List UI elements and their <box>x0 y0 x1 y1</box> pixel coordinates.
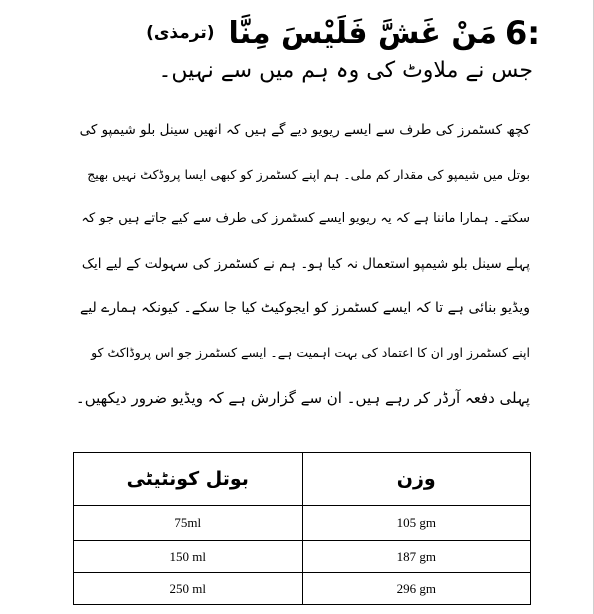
paragraph-line: پہلے سینل بلو شیمپو استعمال نہ کیا ہو۔ ہم نے کسٹمرز کی سہولت کے لیے ایک <box>81 255 530 272</box>
paragraph-line: کچھ کسٹمرز کی طرف سے ایسے ریویو دیے گے ہیں کہ انھیں سینل بلو شیمپو کی <box>79 122 530 138</box>
hadith-number: 6: <box>504 14 540 52</box>
column-header-bottle-quantity: بوتل کونٹیٹی <box>74 453 303 506</box>
table-cell: 250 ml <box>74 573 303 605</box>
table-row <box>74 541 531 573</box>
hadith-source: (ترمذی) <box>146 23 215 43</box>
paragraph-line: اپنے کسٹمرز اور ان کا اعتماد کی بہت اہمیت ہے۔ ایسے کسٹمرز جو اس پروڈاکٹ کو <box>91 344 530 360</box>
body-paragraph <box>76 108 530 420</box>
table-cell: 150 ml <box>74 541 303 573</box>
table-cell: 187 gm <box>302 541 531 573</box>
table-header-row <box>74 453 531 506</box>
table-cell: 105 gm <box>302 506 531 541</box>
hadith-text: مَنْ غَشَّ فَلَيْسَ مِنَّا <box>228 15 497 51</box>
paragraph-line: سکتے۔ ہمارا ماننا ہے کہ یہ ریویو ایسے کسٹمرز کی طرف سے کیے جاتے ہیں جو کہ <box>81 211 530 227</box>
paragraph-line: پہلی دفعہ آرڈر کر رہے ہیں۔ ان سے گزارش ہے کہ ویڈیو ضرور دیکھیں۔ <box>75 388 530 407</box>
size-weight-table <box>73 452 531 605</box>
hadith-header <box>70 10 540 56</box>
table-cell: 296 gm <box>302 573 531 605</box>
column-header-weight: وزن <box>302 453 531 506</box>
table-row <box>74 506 531 541</box>
paragraph-line: ویڈیو بنائی ہے تا کہ ایسے کسٹمرز کو ایجوکیٹ کیا جا سکے۔ کیونکہ ہمارے لیے <box>80 300 530 317</box>
hadith-translation: جس نے ملاوٹ کی وہ ہم میں سے نہیں۔ <box>158 58 533 83</box>
table-row <box>74 573 531 605</box>
paragraph-line: بوتل میں شیمپو کی مقدار کم ملی۔ ہم اپنے کسٹمرز کو کبھی ایسا پروڈکٹ نہیں بھیج <box>87 166 530 182</box>
table-cell: 75ml <box>74 506 303 541</box>
